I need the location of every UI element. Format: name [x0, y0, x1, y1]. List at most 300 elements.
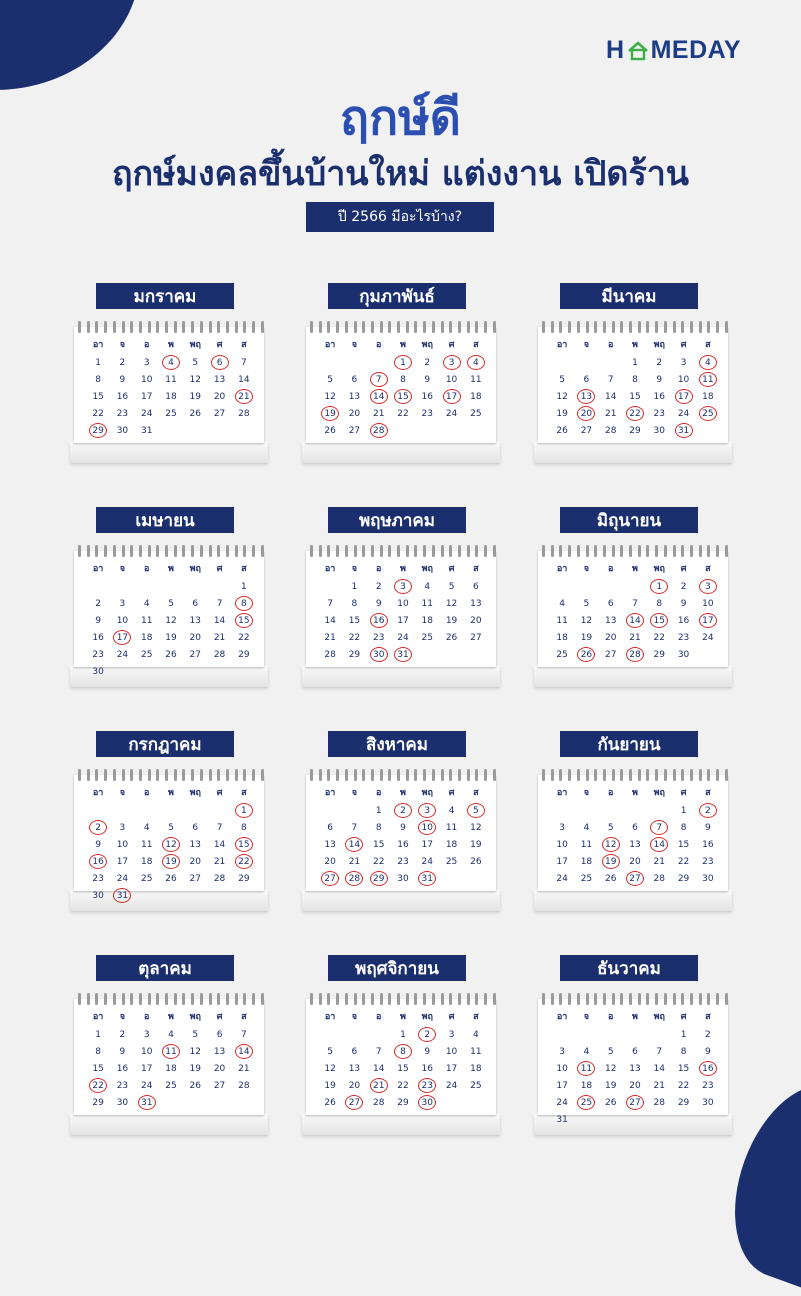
lucky-day	[391, 354, 415, 371]
binder-ring	[362, 321, 365, 333]
binder-ring	[406, 321, 409, 333]
binder-rings	[542, 769, 728, 781]
lucky-day-number: 14	[370, 389, 388, 404]
weekday-label: อ	[376, 340, 382, 350]
binder-ring	[449, 321, 452, 333]
day-number: 27	[604, 649, 617, 660]
day-number: 6	[192, 822, 199, 833]
binder-ring	[327, 993, 330, 1005]
lucky-day	[574, 646, 598, 663]
binder-ring	[165, 993, 168, 1005]
lucky-day	[623, 405, 647, 422]
day-number: 10	[140, 374, 153, 385]
calendar-stand	[70, 1113, 268, 1135]
day-number: 7	[240, 1029, 247, 1040]
binder-ring	[690, 321, 693, 333]
empty-cell	[86, 802, 110, 819]
day-number: 13	[604, 615, 617, 626]
weekday-label: จ	[119, 340, 126, 350]
day-number: 6	[607, 598, 614, 609]
lucky-day	[318, 870, 342, 887]
day-number: 25	[421, 632, 433, 643]
binder-ring	[209, 769, 212, 781]
lucky-day	[159, 836, 183, 853]
lucky-day-number: 30	[418, 1095, 436, 1110]
weekday-label: อ	[608, 564, 614, 574]
binder-ring	[243, 769, 246, 781]
empty-cell	[550, 354, 574, 371]
binder-ring	[441, 545, 444, 557]
empty-cell	[599, 802, 623, 819]
binder-ring	[594, 993, 597, 1005]
empty-cell	[574, 1026, 598, 1043]
day-number: 13	[629, 839, 641, 850]
binder-ring	[252, 321, 255, 333]
binder-rings	[310, 993, 496, 1005]
day-number: 10	[556, 1063, 568, 1074]
binder-ring	[586, 321, 589, 333]
day-number: 22	[348, 632, 361, 643]
binder-ring	[586, 545, 589, 557]
day-number: 1	[95, 357, 101, 368]
day-number: 24	[116, 873, 129, 884]
lucky-day-number: 22	[89, 1078, 107, 1093]
lucky-day	[647, 578, 671, 595]
binder-ring	[327, 769, 330, 781]
day-number: 26	[470, 856, 482, 867]
binder-ring	[209, 993, 212, 1005]
binder-ring	[620, 321, 623, 333]
day-number: 31	[140, 425, 153, 436]
binder-ring	[681, 993, 684, 1005]
binder-rings	[78, 321, 264, 333]
binder-ring	[235, 545, 238, 557]
day-number: 24	[397, 632, 409, 643]
weekday-label: พฤ	[189, 1012, 201, 1022]
binder-ring	[310, 321, 313, 333]
day-number: 2	[656, 357, 663, 368]
day-number: 8	[240, 822, 247, 833]
binder-ring	[577, 545, 580, 557]
day-number: 23	[653, 408, 665, 419]
weekday-label: ส	[473, 340, 479, 350]
day-number: 16	[653, 391, 665, 402]
lucky-day	[367, 422, 391, 439]
lucky-day-number: 25	[699, 406, 717, 421]
day-number: 15	[629, 391, 641, 402]
binder-ring	[156, 321, 159, 333]
binder-ring	[594, 545, 597, 557]
day-number: 26	[604, 1097, 617, 1108]
binder-ring	[113, 769, 116, 781]
weekday-label: ศ	[216, 1012, 223, 1022]
binder-ring	[209, 321, 212, 333]
day-number: 24	[445, 1080, 458, 1091]
binder-ring	[261, 321, 264, 333]
lucky-day	[207, 354, 231, 371]
day-number: 11	[580, 839, 593, 850]
day-number: 5	[607, 822, 614, 833]
empty-cell	[574, 578, 598, 595]
weekday-label: พฤ	[189, 564, 201, 574]
binder-ring	[310, 545, 313, 557]
lucky-day	[415, 1077, 439, 1094]
binder-ring	[467, 993, 470, 1005]
day-number: 18	[702, 391, 714, 402]
day-grid	[550, 785, 720, 887]
day-number: 29	[677, 873, 690, 884]
month-name: พฤษภาคม	[328, 507, 466, 533]
day-number: 8	[95, 1046, 101, 1057]
month-name: พฤศจิกายน	[328, 955, 466, 981]
weekday-label: ส	[241, 564, 247, 574]
day-number: 4	[168, 1029, 174, 1040]
lucky-day	[391, 1043, 415, 1060]
binder-ring	[345, 545, 348, 557]
day-number: 21	[348, 856, 361, 867]
binder-ring	[620, 545, 623, 557]
empty-cell	[623, 802, 647, 819]
binder-ring	[388, 769, 391, 781]
day-number: 2	[119, 1029, 126, 1040]
binder-ring	[594, 769, 597, 781]
homeday-logo[interactable]	[606, 36, 741, 65]
binder-ring	[690, 769, 693, 781]
day-number: 11	[470, 1046, 482, 1057]
lucky-day	[696, 405, 720, 422]
binder-ring	[629, 321, 632, 333]
day-number: 16	[397, 839, 409, 850]
day-number: 13	[189, 839, 201, 850]
binder-ring	[380, 545, 383, 557]
day-number: 23	[372, 632, 385, 643]
lucky-day-number: 11	[699, 372, 717, 387]
binder-ring	[148, 769, 151, 781]
binder-ring	[414, 545, 417, 557]
day-number: 18	[421, 615, 433, 626]
day-grid	[86, 337, 256, 439]
day-number: 8	[351, 598, 358, 609]
weekday-label: อา	[324, 1012, 336, 1022]
weekday-label: จ	[583, 1012, 590, 1022]
day-number: 9	[680, 598, 687, 609]
binder-ring	[95, 993, 98, 1005]
binder-rings	[78, 769, 264, 781]
empty-cell	[318, 578, 342, 595]
day-number: 13	[470, 598, 482, 609]
binder-ring	[577, 769, 580, 781]
weekday-label: พ	[400, 340, 406, 350]
day-number: 26	[165, 649, 177, 660]
binder-ring	[423, 993, 426, 1005]
lucky-day	[391, 646, 415, 663]
binder-ring	[235, 993, 238, 1005]
day-number: 3	[680, 357, 687, 368]
calendar-stand	[302, 665, 500, 687]
empty-cell	[183, 578, 207, 595]
day-number: 10	[140, 1046, 153, 1057]
day-number: 30	[397, 873, 409, 884]
empty-cell	[342, 802, 366, 819]
lucky-day-number: 17	[113, 630, 131, 645]
day-number: 15	[372, 839, 385, 850]
weekday-label: พฤ	[653, 788, 665, 798]
weekday-label: อา	[324, 788, 336, 798]
binder-ring	[130, 321, 133, 333]
day-number: 26	[556, 425, 568, 436]
day-number: 29	[348, 649, 361, 660]
binder-ring	[362, 993, 365, 1005]
lucky-day	[367, 870, 391, 887]
weekday-label: พฤ	[189, 340, 201, 350]
binder-ring	[559, 545, 562, 557]
binder-ring	[414, 321, 417, 333]
day-number: 29	[238, 649, 250, 660]
day-number: 24	[702, 632, 714, 643]
binder-ring	[406, 769, 409, 781]
month-name: กุมภาพันธ์	[328, 283, 466, 309]
binder-ring	[664, 769, 667, 781]
binder-ring	[638, 321, 641, 333]
empty-cell	[159, 802, 183, 819]
lucky-day	[696, 371, 720, 388]
day-number: 24	[140, 1080, 153, 1091]
day-grid	[318, 561, 488, 663]
day-number: 25	[165, 1080, 177, 1091]
lucky-day	[439, 354, 463, 371]
binder-ring	[681, 321, 684, 333]
day-number: 9	[95, 615, 101, 626]
month-name: เมษายน	[96, 507, 234, 533]
binder-ring	[319, 321, 322, 333]
day-number: 30	[653, 425, 665, 436]
binder-ring	[493, 769, 496, 781]
empty-cell	[135, 578, 159, 595]
day-number: 12	[165, 615, 177, 626]
lucky-day	[367, 371, 391, 388]
lucky-day-number: 16	[699, 1061, 717, 1076]
day-number: 1	[351, 581, 358, 592]
lucky-day-number: 23	[418, 1078, 436, 1093]
weekday-label: ศ	[448, 1012, 455, 1022]
day-number: 10	[702, 598, 714, 609]
day-number: 7	[351, 822, 358, 833]
day-number: 17	[140, 391, 153, 402]
month-calendar	[534, 955, 764, 1155]
lucky-day-number: 19	[321, 406, 339, 421]
day-number: 22	[677, 1080, 690, 1091]
day-number: 22	[397, 1080, 409, 1091]
binder-ring	[449, 769, 452, 781]
day-number: 23	[702, 1080, 714, 1091]
binder-ring	[441, 321, 444, 333]
month-name: ธันวาคม	[560, 955, 698, 981]
day-number: 19	[604, 1080, 617, 1091]
binder-ring	[603, 769, 606, 781]
weekday-label: พฤ	[421, 1012, 433, 1022]
binder-ring	[725, 545, 728, 557]
day-number: 27	[189, 649, 201, 660]
lucky-day-number: 5	[467, 803, 485, 818]
binder-ring	[122, 321, 125, 333]
day-number: 10	[445, 1046, 458, 1057]
binder-ring	[638, 769, 641, 781]
binder-ring	[345, 769, 348, 781]
month-calendar	[534, 507, 764, 707]
binder-ring	[681, 545, 684, 557]
lucky-day	[367, 1077, 391, 1094]
day-number: 20	[213, 391, 226, 402]
binder-ring	[148, 993, 151, 1005]
day-number: 5	[607, 1046, 614, 1057]
day-number: 18	[470, 1063, 482, 1074]
binder-ring	[78, 993, 81, 1005]
weekday-label: ศ	[680, 788, 687, 798]
day-number: 2	[680, 581, 687, 592]
binder-ring	[397, 769, 400, 781]
day-grid	[318, 337, 488, 439]
day-number: 15	[397, 1063, 409, 1074]
day-number: 1	[632, 357, 638, 368]
day-number: 14	[604, 391, 617, 402]
binder-ring	[104, 545, 107, 557]
day-number: 4	[583, 1046, 590, 1057]
weekday-label: จ	[351, 1012, 358, 1022]
day-number: 21	[213, 632, 226, 643]
day-number: 21	[629, 632, 641, 643]
lucky-day-number: 14	[650, 837, 668, 852]
weekday-label: ศ	[216, 564, 223, 574]
binder-ring	[655, 321, 658, 333]
lucky-day	[415, 1094, 439, 1111]
binder-ring	[139, 545, 142, 557]
lucky-day	[415, 870, 439, 887]
lucky-day	[647, 819, 671, 836]
day-number: 10	[677, 374, 690, 385]
lucky-day	[159, 853, 183, 870]
binder-ring	[165, 321, 168, 333]
year-badge: ปี 2566 มีอะไรบ้าง?	[306, 202, 494, 232]
day-number: 18	[580, 856, 593, 867]
month-name: มีนาคม	[560, 283, 698, 309]
day-number: 14	[653, 1063, 665, 1074]
binder-ring	[568, 321, 571, 333]
binder-ring	[104, 993, 107, 1005]
binder-ring	[354, 993, 357, 1005]
empty-cell	[318, 354, 342, 371]
weekday-label: อา	[324, 564, 336, 574]
binder-ring	[638, 993, 641, 1005]
day-number: 18	[580, 1080, 593, 1091]
lucky-day-number: 29	[370, 871, 388, 886]
day-number: 17	[140, 1063, 153, 1074]
weekday-label: ศ	[680, 564, 687, 574]
weekday-label: พ	[632, 564, 638, 574]
day-number: 9	[375, 598, 382, 609]
day-number: 27	[580, 425, 593, 436]
weekday-label: ส	[241, 1012, 247, 1022]
empty-cell	[342, 1026, 366, 1043]
binder-ring	[371, 545, 374, 557]
binder-ring	[139, 769, 142, 781]
binder-ring	[174, 321, 177, 333]
binder-ring	[441, 769, 444, 781]
lucky-day	[696, 1060, 720, 1077]
day-number: 25	[140, 649, 153, 660]
binder-ring	[243, 321, 246, 333]
day-number: 17	[116, 856, 129, 867]
day-number: 27	[213, 408, 226, 419]
day-number: 4	[472, 1029, 479, 1040]
binder-ring	[209, 545, 212, 557]
day-number: 6	[632, 822, 638, 833]
binder-ring	[620, 993, 623, 1005]
lucky-day-number: 11	[162, 1044, 180, 1059]
lucky-day-number: 31	[394, 647, 412, 662]
lucky-day	[232, 612, 256, 629]
lucky-day-number: 4	[467, 355, 485, 370]
binder-ring	[354, 321, 357, 333]
day-number: 10	[397, 598, 409, 609]
day-number: 5	[192, 357, 199, 368]
binder-ring	[371, 321, 374, 333]
day-number: 10	[445, 374, 458, 385]
weekday-label: จ	[583, 788, 590, 798]
binder-ring	[716, 993, 719, 1005]
lucky-day-number: 27	[626, 1095, 644, 1110]
weekday-label: พ	[400, 564, 406, 574]
day-number: 22	[372, 856, 385, 867]
day-number: 20	[348, 1080, 361, 1091]
day-number: 12	[445, 598, 458, 609]
lucky-day-number: 3	[394, 579, 412, 594]
day-number: 17	[421, 839, 433, 850]
lucky-day-number: 14	[626, 613, 644, 628]
empty-cell	[183, 802, 207, 819]
day-number: 29	[92, 1097, 104, 1108]
day-number: 9	[704, 1046, 711, 1057]
binder-ring	[182, 769, 185, 781]
binder-ring	[319, 993, 322, 1005]
binder-ring	[673, 993, 676, 1005]
binder-rings	[542, 321, 728, 333]
day-number: 28	[372, 1097, 385, 1108]
day-number: 12	[580, 615, 593, 626]
lucky-day	[599, 853, 623, 870]
weekday-label: ส	[705, 1012, 711, 1022]
lucky-day	[647, 836, 671, 853]
binder-ring	[327, 321, 330, 333]
binder-ring	[603, 321, 606, 333]
day-number: 25	[580, 873, 593, 884]
day-number: 14	[213, 615, 226, 626]
binder-ring	[568, 769, 571, 781]
day-number: 27	[189, 873, 201, 884]
day-number: 4	[583, 822, 590, 833]
weekday-label: ศ	[680, 1012, 687, 1022]
empty-cell	[574, 354, 598, 371]
lucky-day-number: 22	[626, 406, 644, 421]
binder-ring	[441, 993, 444, 1005]
day-number: 9	[119, 374, 126, 385]
binder-ring	[484, 321, 487, 333]
lucky-day	[415, 802, 439, 819]
day-number: 26	[324, 1097, 336, 1108]
lucky-day	[232, 388, 256, 405]
day-number: 4	[143, 598, 150, 609]
weekday-label: ศ	[216, 788, 223, 798]
day-number: 16	[677, 615, 690, 626]
